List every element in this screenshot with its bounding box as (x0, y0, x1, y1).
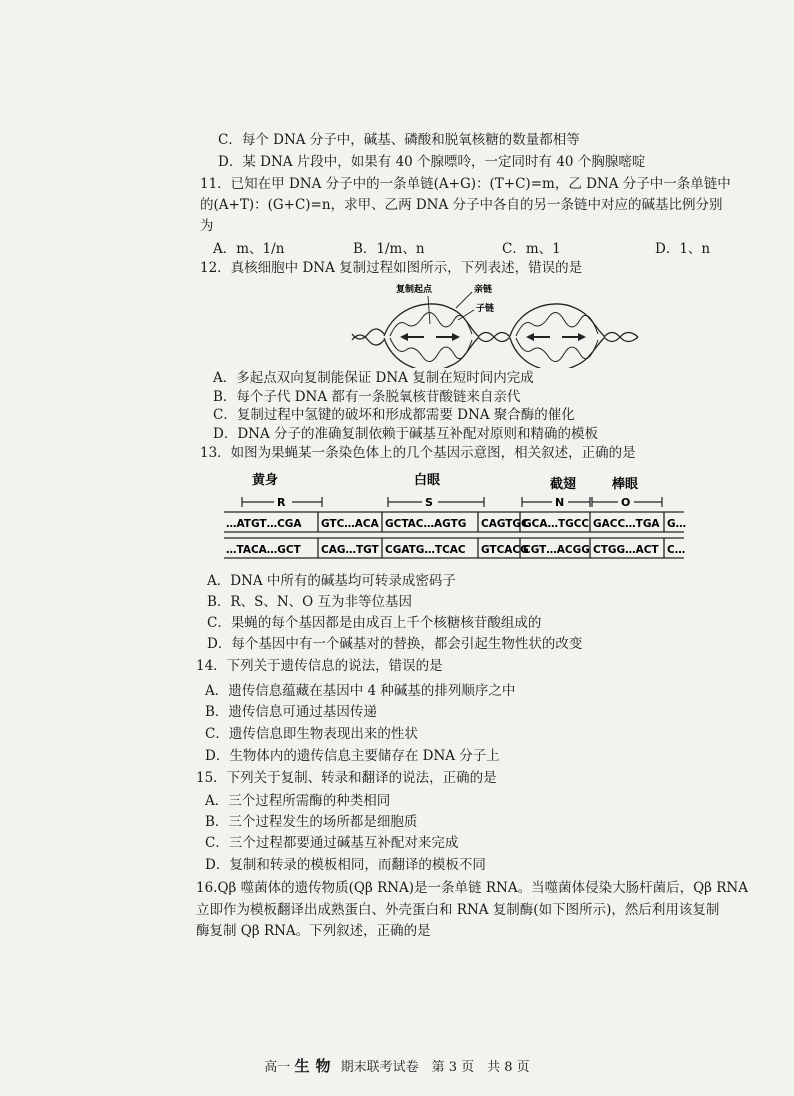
q15-stem: 15．下列关于复制、转录和翻译的说法，正确的是 (196, 770, 497, 786)
q13-option-d: D．每个基因中有一个碱基对的替换，都会引起生物性状的改变 (207, 636, 583, 652)
q11-stem-line3: 为 (200, 218, 214, 234)
page-footer (0, 1055, 794, 1076)
q11-option-a: A．m、1/n (213, 241, 285, 257)
trait-label: 截翅 (550, 477, 577, 492)
gene-label: O (621, 496, 631, 509)
q11-stem-line1: 11．已知在甲 DNA 分子中的一条单链(A+G)：(T+C)=m，乙 DNA 分子中一条单链中 (200, 176, 731, 192)
q10-option-c: C．每个 DNA 分子中，碱基、磷酸和脱氧核糖的数量都相等 (218, 132, 580, 148)
fig-label-origin: 复制起点 (396, 285, 433, 295)
q14-option-c: C．遗传信息即生物表现出来的性状 (205, 726, 418, 742)
bottom-seq-segment: CGT…ACGG (523, 544, 590, 556)
bottom-seq-segment: CTGG…ACT (593, 544, 659, 556)
q15-option-a: A．三个过程所需酶的种类相同 (205, 793, 391, 809)
top-seq-segment: GCTAC…AGTG (385, 518, 467, 530)
top-seq-segment: CAGTGC (481, 518, 529, 530)
q12-option-a: A．多起点双向复制能保证 DNA 复制在短时间内完成 (213, 370, 534, 386)
q13-option-b: B．R、S、N、O 互为非等位基因 (207, 594, 413, 610)
q12-option-c: C．复制过程中氢键的破坏和形成都需要 DNA 聚合酶的催化 (213, 407, 575, 423)
footer-subject: 生物 (294, 1057, 337, 1075)
q11-option-d: D．1、n (655, 241, 711, 257)
q10-option-d: D．某 DNA 片段中，如果有 40 个腺嘌呤，一定同时有 40 个胸腺嘧啶 (218, 154, 646, 170)
q16-stem-line2: 立即作为模板翻译出成熟蛋白、外壳蛋白和 RNA 复制酶(如下图所示)，然后利用该复制 (196, 902, 720, 918)
top-seq-segment: …ATGT…CGA (226, 518, 302, 530)
bottom-seq-segment: CGATG…TCAC (385, 544, 466, 556)
dna-replication-figure (350, 278, 640, 368)
q12-stem: 12．真核细胞中 DNA 复制过程如图所示，下列表述，错误的是 (200, 260, 583, 276)
q11-option-c: C．m、1 (502, 241, 561, 257)
q13-option-a: A．DNA 中所有的碱基均可转录成密码子 (207, 573, 456, 589)
q11-stem-line2: 的(A+T)：(G+C)=n，求甲、乙两 DNA 分子中各自的另一条链中对应的碱基比例分别 (200, 197, 723, 213)
footer-suffix: 期末联考试卷 第 3 页 共 8 页 (340, 1060, 530, 1075)
q14-option-d: D．生物体内的遗传信息主要储存在 DNA 分子上 (205, 748, 500, 764)
footer-prefix: 高一 (264, 1060, 291, 1075)
bottom-seq-segment: …TACA…GCT (226, 544, 301, 556)
q15-option-c: C．三个过程都要通过碱基互补配对来完成 (205, 835, 459, 851)
bottom-seq-segment: CAG…TGT (321, 544, 379, 556)
q16-stem-line1: 16.Qβ 噬菌体的遗传物质(Qβ RNA)是一条单链 RNA。当噬菌体侵染大肠杆菌后，Qβ RNA (196, 880, 748, 896)
q13-option-c: C．果蝇的每个基因都是由成百上千个核糖核苷酸组成的 (207, 615, 542, 631)
top-seq-segment: GCA…TGCC (523, 518, 590, 530)
trait-label: 棒眼 (612, 477, 639, 492)
bottom-seq-segment: GTCACG (481, 544, 529, 556)
trait-label: 白眼 (414, 473, 441, 488)
q14-stem: 14．下列关于遗传信息的说法，错误的是 (196, 658, 443, 674)
gene-label: N (555, 496, 565, 509)
top-seq-segment: GTC…ACA (321, 518, 379, 530)
q14-option-a: A．遗传信息蕴藏在基因中 4 种碱基的排列顺序之中 (205, 683, 516, 699)
gene-label: R (277, 496, 286, 509)
top-seq-segment: GACC…TGA (593, 518, 660, 530)
q12-option-d: D．DNA 分子的准确复制依赖于碱基互补配对原则和精确的模板 (213, 426, 598, 442)
top-seq-segment: G… (667, 518, 687, 530)
q13-stem: 13．如图为果蝇某一条染色体上的几个基因示意图，相关叙述，正确的是 (200, 445, 636, 461)
q15-option-b: B．三个过程发生的场所都是细胞质 (205, 814, 418, 830)
fig-label-daughter: 子链 (476, 304, 495, 314)
q11-option-b: B．1/m、n (353, 241, 425, 257)
q16-stem-line3: 酶复制 Qβ RNA。下列叙述，正确的是 (196, 923, 431, 939)
fruitfly-gene-figure (222, 468, 692, 568)
fig-label-parent: 亲链 (474, 285, 493, 295)
trait-label: 黄身 (252, 473, 279, 488)
q15-option-d: D．复制和转录的模板相同，而翻译的模板不同 (205, 857, 486, 873)
bottom-seq-segment: C… (667, 544, 686, 556)
gene-label: S (425, 496, 433, 509)
q12-option-b: B．每个子代 DNA 都有一条脱氧核苷酸链来自亲代 (213, 389, 521, 405)
q14-option-b: B．遗传信息可通过基因传递 (205, 704, 377, 720)
